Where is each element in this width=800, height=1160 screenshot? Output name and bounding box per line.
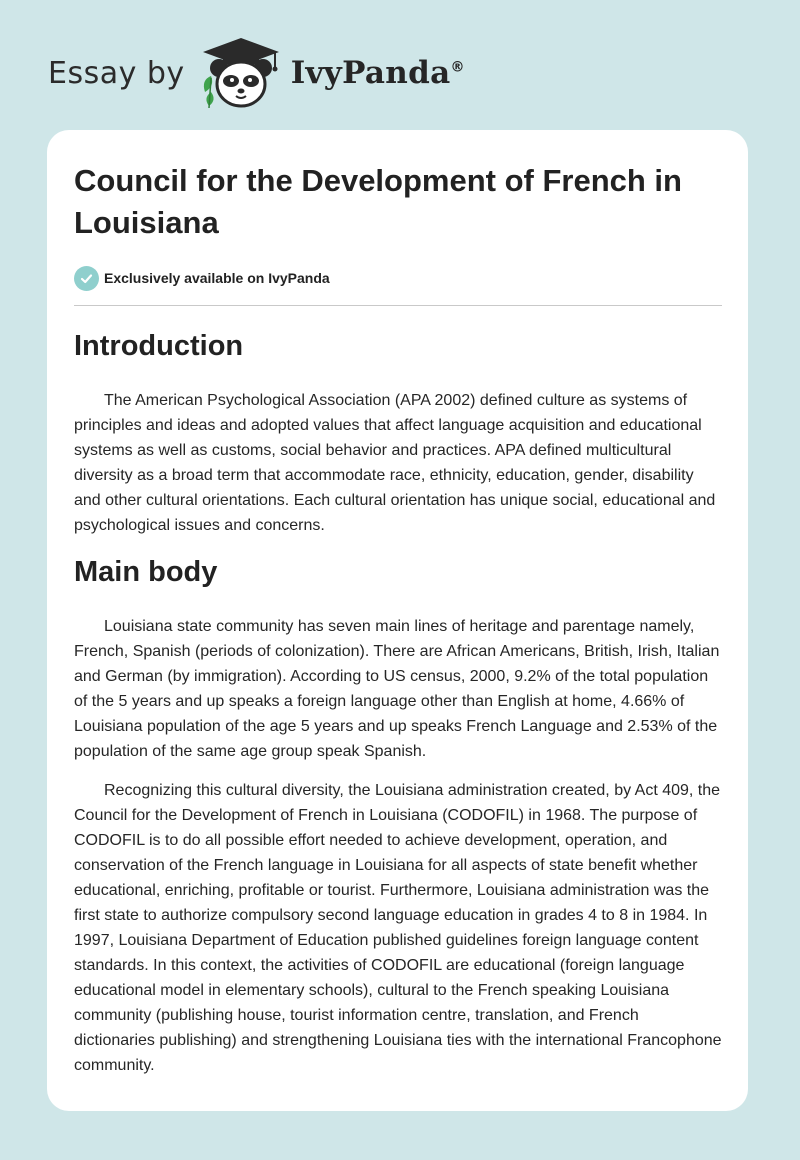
essay-by-label: Essay by [48, 55, 185, 91]
check-circle-icon [74, 266, 99, 291]
paragraph: Recognizing this cultural diversity, the Louisiana administration created, by Act 409, the Council for the Development of French in Louisiana (CODOFIL) in 1968. The purpose of CODOFIL is to do all possible effort needed to achieve development, operation, and conservation of the French language in Louisiana for all aspects of state benefit whether educational, enriching, profitable or tourist. Furthermore, Louisiana administration was the first state to authorize compulsory second language education in grades 4 to 8 in 1984. In 1997, Louisiana Department of Education published guidelines foreign language content standards. In this context, the activities of CODOFIL are educational (foreign language educational model in elementary schools), cultural to the French speaking Louisiana community (publishing house, tourist information centre, translation, and French dictionaries publishing) and strengthening Louisiana ties with the international Francophone community. [74, 782, 722, 1074]
site-header [48, 36, 465, 110]
article-title: Council for the Development of French in Louisiana [74, 163, 682, 240]
brand-name[interactable]: IvyPanda® [290, 55, 465, 91]
divider [74, 305, 722, 306]
panda-logo-icon[interactable] [199, 36, 283, 110]
paragraph: Louisiana state community has seven main lines of heritage and parentage namely, French, Spanish (periods of colonization). There are African Americans, British, Irish, Italian and German (by immigration). According to US census, 2000, 9.2% of the total population of the 5 years and up speaks a foreign language other than English at home, 4.66% of Louisiana population of the age 5 years and up speaks French Language and 2.53% of the population of the same age group speak Spanish. [74, 618, 720, 760]
registered-mark: ® [450, 59, 465, 76]
section-heading-introduction: Introduction [74, 330, 244, 362]
section-heading-main-body: Main body [74, 556, 218, 588]
article-card [47, 130, 748, 1111]
paragraph: The American Psychological Association (APA 2002) defined culture as systems of principles and ideas and adopted values that affect language acquisition and educational systems as well as customs, social behavior and practices. APA defined multicultural diversity as a broad term that accommodate race, ethnicity, education, gender, disability and other cultural orientations. Each cultural orientation has unique social, educational and psychological issues and concerns. [74, 392, 716, 534]
exclusive-badge-label: Exclusively available on IvyPanda [104, 270, 330, 286]
exclusive-badge [74, 264, 722, 292]
